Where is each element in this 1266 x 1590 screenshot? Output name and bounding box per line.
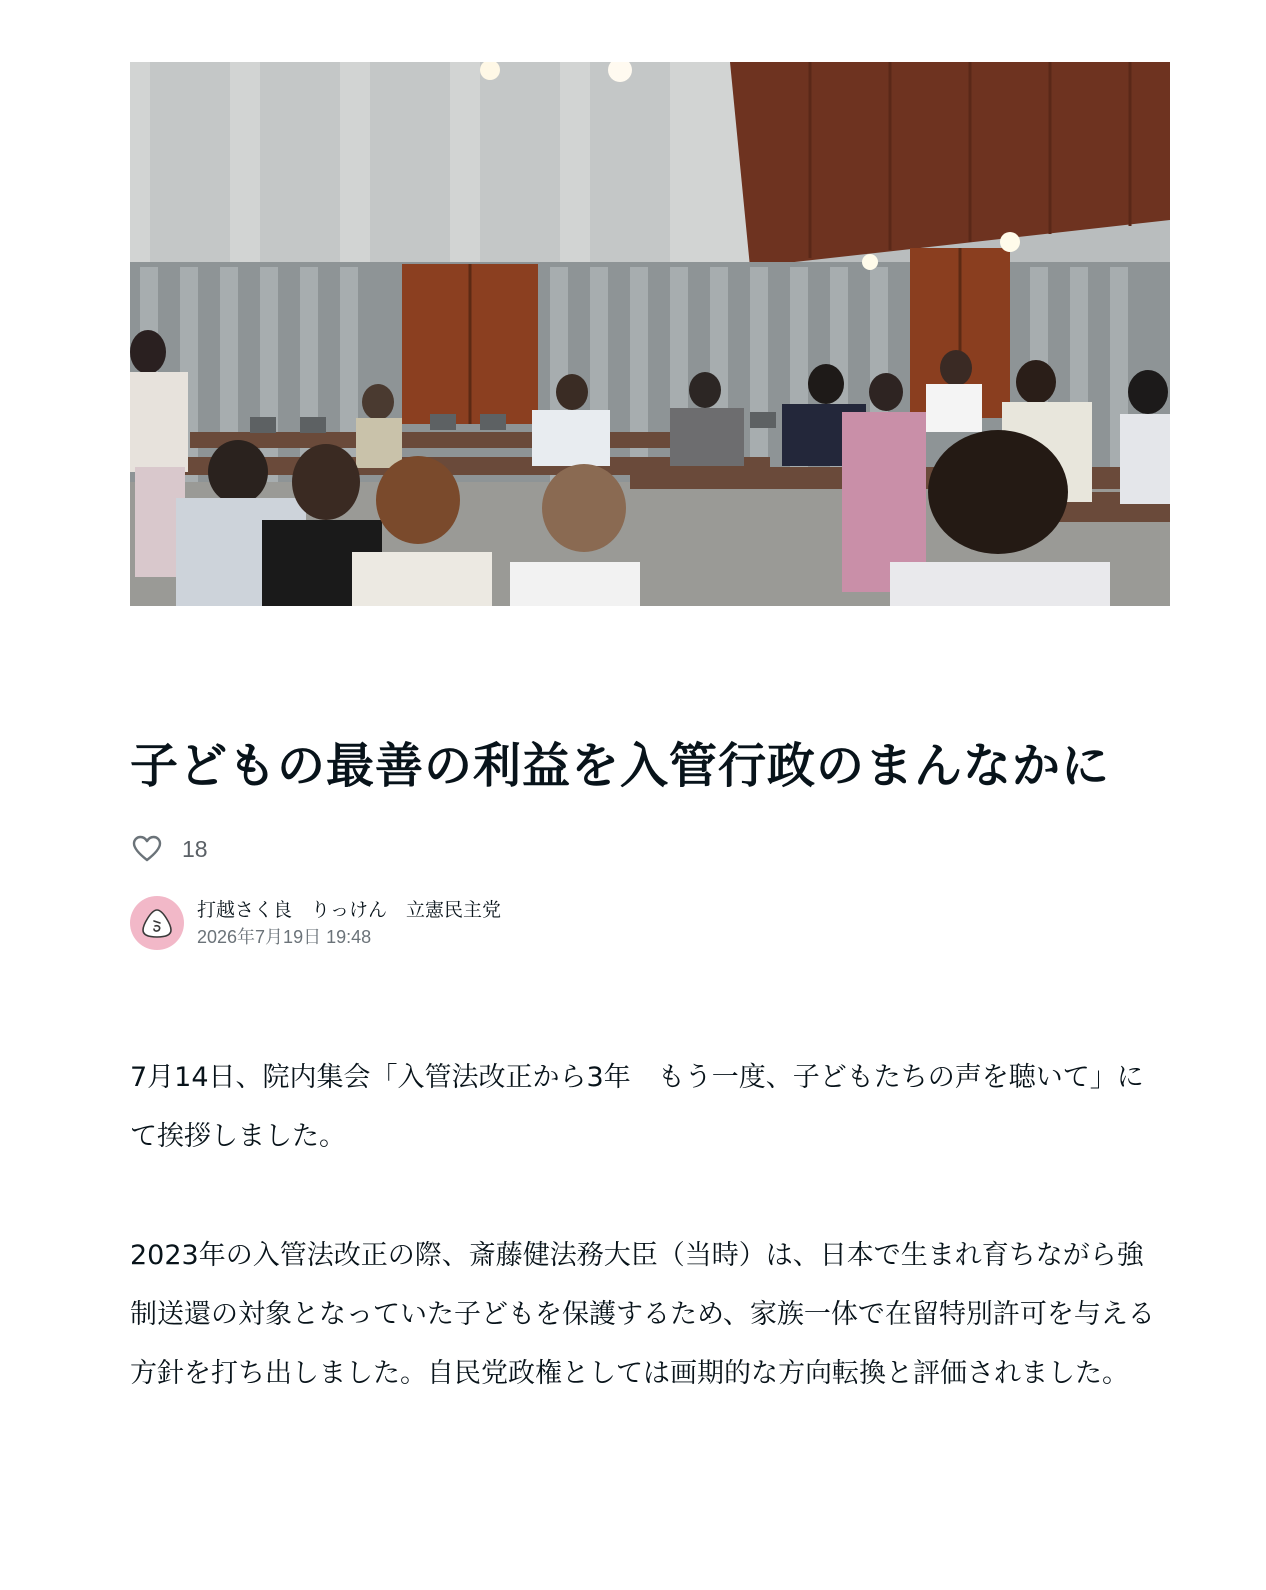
like-button[interactable] (130, 832, 164, 866)
author-avatar[interactable] (130, 896, 184, 950)
onigiri-avatar-icon (135, 901, 179, 945)
body-paragraph: 2023年の入管法改正の際、斎藤健法務大臣（当時）は、日本で生まれ育ちながら強制送還の対象となっていた子どもを保護するため、家族一体で在留特別許可を与える方針を打ち出しました。自民党政権としては画期的な方向転換と評価されました。 (130, 1240, 1155, 1389)
author-meta (197, 897, 501, 950)
author-name[interactable]: 打越さく良 りっけん 立憲民主党 (197, 898, 502, 921)
meeting-room-photo (130, 62, 1170, 606)
eyecatch-photo (130, 62, 1170, 606)
like-count: 18 (182, 835, 208, 862)
author-info (130, 896, 1170, 950)
body-paragraph: 7月14日、院内集会「入管法改正から3年 もう一度、子どもたちの声を聴いて」にて挨拶しました。 (130, 1062, 1144, 1152)
article (130, 62, 1170, 1463)
like-row (130, 832, 1170, 866)
article-title: 子どもの最善の利益を入管行政のまんなかに (130, 738, 1111, 794)
post-date: 2026年7月19日 19:48 (197, 926, 372, 947)
heart-icon (132, 835, 162, 863)
article-body (130, 1048, 1170, 1403)
